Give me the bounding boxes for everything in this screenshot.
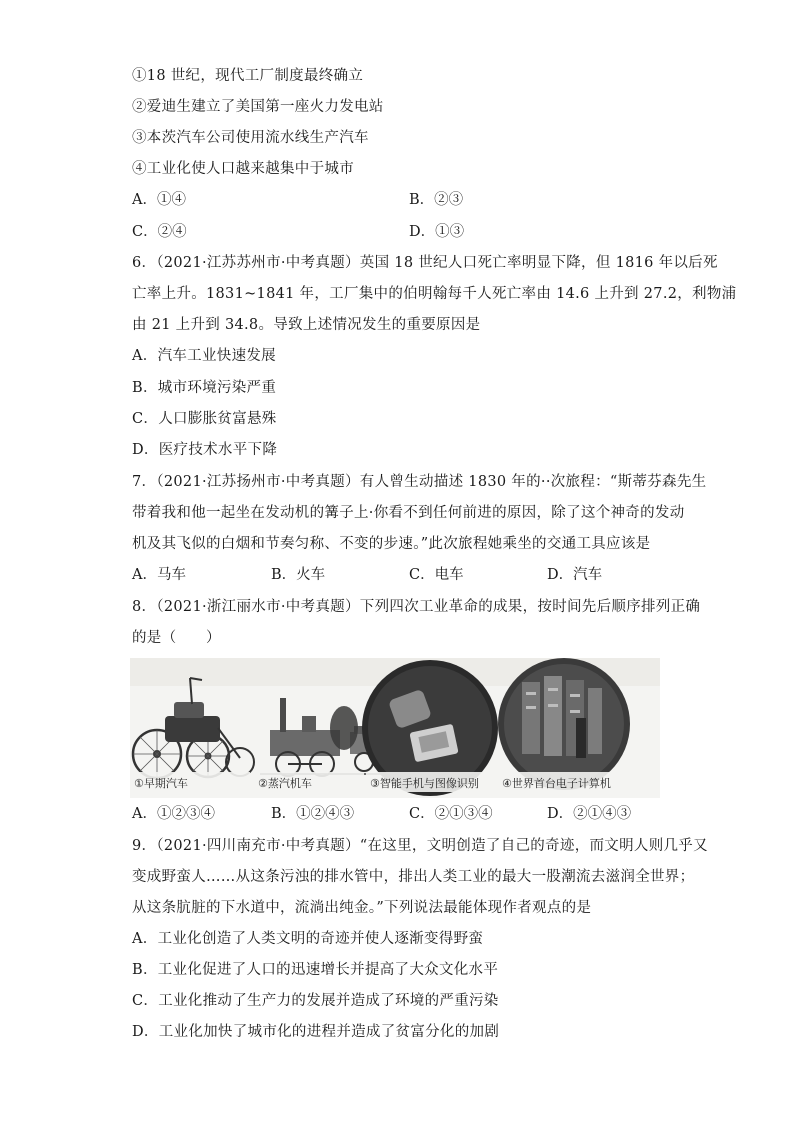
- q8-figure: [130, 658, 660, 798]
- q8-option-a: A．①②③④: [132, 806, 215, 822]
- q9-stem-line-3: 从这条肮脏的下水道中，流淌出纯金。”下列说法最能体现作者观点的是: [132, 900, 592, 916]
- q6-stem-line-3: 由 21 上升到 34.8。导致上述情况发生的重要原因是: [132, 317, 481, 333]
- q9-option-b: B．工业化促进了人口的迅速增长并提高了大众文化水平: [132, 962, 499, 978]
- q7-option-a: A．马车: [132, 567, 186, 583]
- q6-stem-line-2: 亡率上升。1831~1841 年，工厂集中的伯明翰每千人死亡率由 14.6 上升到 27.2，利物浦: [132, 286, 737, 302]
- q7-option-b: B．火车: [271, 567, 326, 583]
- q6-option-d: D．医疗技术水平下降: [132, 442, 278, 458]
- q7-stem-line-3: 机及其飞似的白烟和节奏匀称、不变的步速。”此次旅程她乘坐的交通工具应该是: [132, 536, 651, 552]
- q7-option-c: C．电车: [409, 567, 464, 583]
- q8-option-d: D．②①④③: [547, 806, 632, 822]
- q8-stem-line-2: 的是（ ）: [132, 630, 221, 646]
- q7-option-d: D．汽车: [547, 567, 603, 583]
- q9-option-d: D．工业化加快了城市化的进程并造成了贫富分化的加剧: [132, 1024, 500, 1040]
- q9-stem-line-2: 变成野蛮人……从这条污浊的排水管中，排出人类工业的最大一股潮流去滋润全世界；: [132, 869, 695, 885]
- q8-stem-line-1: 8．（2021·浙江丽水市·中考真题）下列四次工业革命的成果，按时间先后顺序排列正确: [132, 599, 701, 615]
- statement-3: ③本茨汽车公司使用流水线生产汽车: [132, 130, 369, 146]
- q8-figure-svg: [130, 658, 660, 798]
- q8-option-c: C．②①③④: [409, 806, 493, 822]
- eniac-image: [498, 658, 630, 790]
- statement-1: ①18 世纪，现代工厂制度最终确立: [132, 68, 364, 84]
- caption-steam-locomotive: ②蒸汽机车: [258, 777, 312, 790]
- q5-option-b: B．②③: [409, 192, 464, 208]
- q6-stem-line-1: 6．（2021·江苏苏州市·中考真题）英国 18 世纪人口死亡率明显下降，但 1816 年以后死: [132, 255, 718, 271]
- q8-option-b: B．①②④③: [271, 806, 355, 822]
- q9-option-a: A．工业化创造了人类文明的奇迹并使人逐渐变得野蛮: [132, 931, 484, 947]
- q7-stem-line-2: 带着我和他一起坐在发动机的篝子上·你看不到任何前进的原因，除了这个神奇的发动: [132, 505, 685, 521]
- q6-option-c: C．人口膨胀贫富悬殊: [132, 411, 277, 427]
- caption-smartphone: ③智能手机与图像识别: [370, 777, 479, 790]
- q6-option-a: A．汽车工业快速发展: [132, 348, 276, 364]
- statement-2: ②爱迪生建立了美国第一座火力发电站: [132, 99, 384, 115]
- q5-option-a: A．①④: [132, 192, 186, 208]
- q5-option-d: D．①③: [409, 224, 465, 240]
- q9-option-c: C．工业化推动了生产力的发展并造成了环境的严重污染: [132, 993, 499, 1009]
- q9-stem-line-1: 9．（2021·四川南充市·中考真题）“在这里，文明创造了自己的奇迹，而文明人则几乎又: [132, 838, 708, 854]
- statement-4: ④工业化使人口越来越集中于城市: [132, 161, 354, 177]
- caption-computer: ④世界首台电子计算机: [502, 777, 611, 790]
- q5-option-c: C．②④: [132, 224, 187, 240]
- q7-stem-line-1: 7．（2021·江苏扬州市·中考真题）有人曾生动描述 1830 年的··次旅程：“斯蒂芬森先生: [132, 474, 707, 490]
- caption-early-car: ①早期汽车: [134, 777, 188, 790]
- q6-option-b: B．城市环境污染严重: [132, 380, 277, 396]
